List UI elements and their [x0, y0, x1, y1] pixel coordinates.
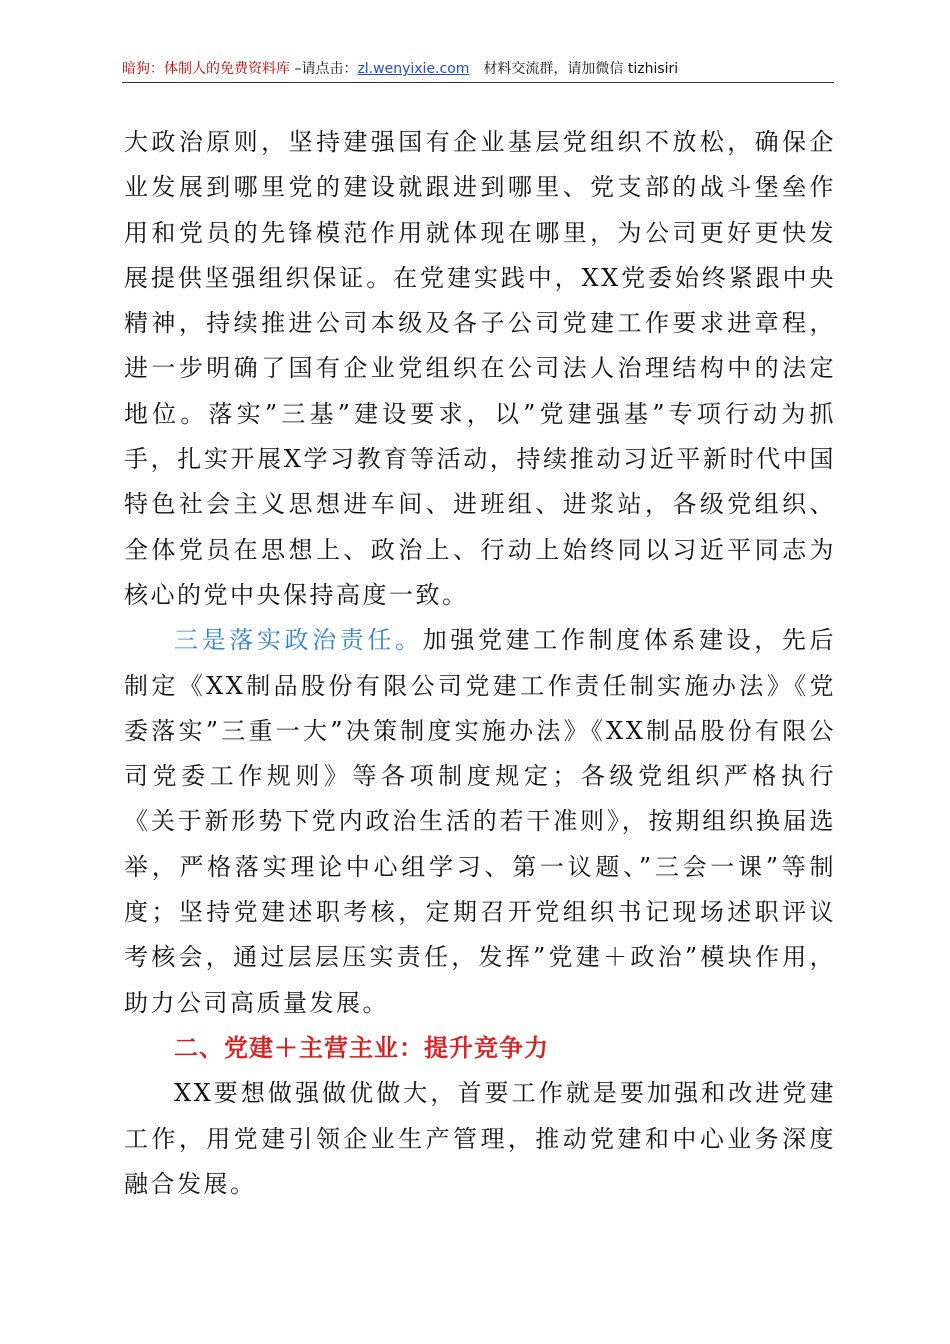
header-tail: 材料交流群，请加微信 tizhisiri	[483, 61, 679, 77]
paragraph-2-lead: 三是落实政治责任。	[174, 626, 423, 655]
section-heading: 二、党建＋主营主业：提升竞争力	[174, 1033, 549, 1062]
paragraph-3: XX要想做强做优做大，首要工作就是要加强和改进党建工作，用党建引领企业生产管理，推动党建和中心业务深度融合发展。	[124, 1079, 836, 1198]
paragraph-2	[124, 618, 836, 1026]
paragraph-1: 大政治原则，坚持建强国有企业基层党组织不放松，确保企业发展到哪里党的建设就跟进到哪里、党支部的战斗堡垒作用和党员的先锋模范作用就体现在哪里，为公司更好更快发展提供坚强组织保证。在党建实践中，XX党委始终紧跟中央精神，持续推进公司本级及各子公司党建工作要求进章程，进一步明确了国有企业党组织在公司法人治理结构中的法定地位。落实”三基”建设要求，以”党建强基”专项行动为抓手，扎实开展X学习教育等活动，持续推动习近平新时代中国特色社会主义思想进车间、进班组、进浆站，各级党组织、全体党员在思想上、政治上、行动上始终同以习近平同志为核心的党中央保持高度一致。	[124, 128, 836, 609]
header-link[interactable]: zl.wenyixie.com	[357, 61, 470, 77]
header-divider	[122, 82, 834, 83]
page-header	[122, 58, 834, 80]
header-label: 暗狗：体制人的免费资料库	[122, 61, 290, 77]
header-dash: –请点击：	[290, 61, 358, 77]
document-body	[124, 120, 836, 1207]
paragraph-2-body: 加强党建工作制度体系建设，先后制定《XX制品股份有限公司党建工作责任制实施办法》《党委落实”三重一大”决策制度实施办法》《XX制品股份有限公司党委工作规则》等各项制度规定；各级党组织严格执行《关于新形势下党内政治生活的若干准则》，按期组织换届选举，严格落实理论中心组学习、第一议题、”三会一课”等制度；坚持党建述职考核，定期召开党组织书记现场述职评议考核会，通过层层压实责任，发挥”党建＋政治”模块作用，助力公司高质量发展。	[124, 626, 837, 1017]
